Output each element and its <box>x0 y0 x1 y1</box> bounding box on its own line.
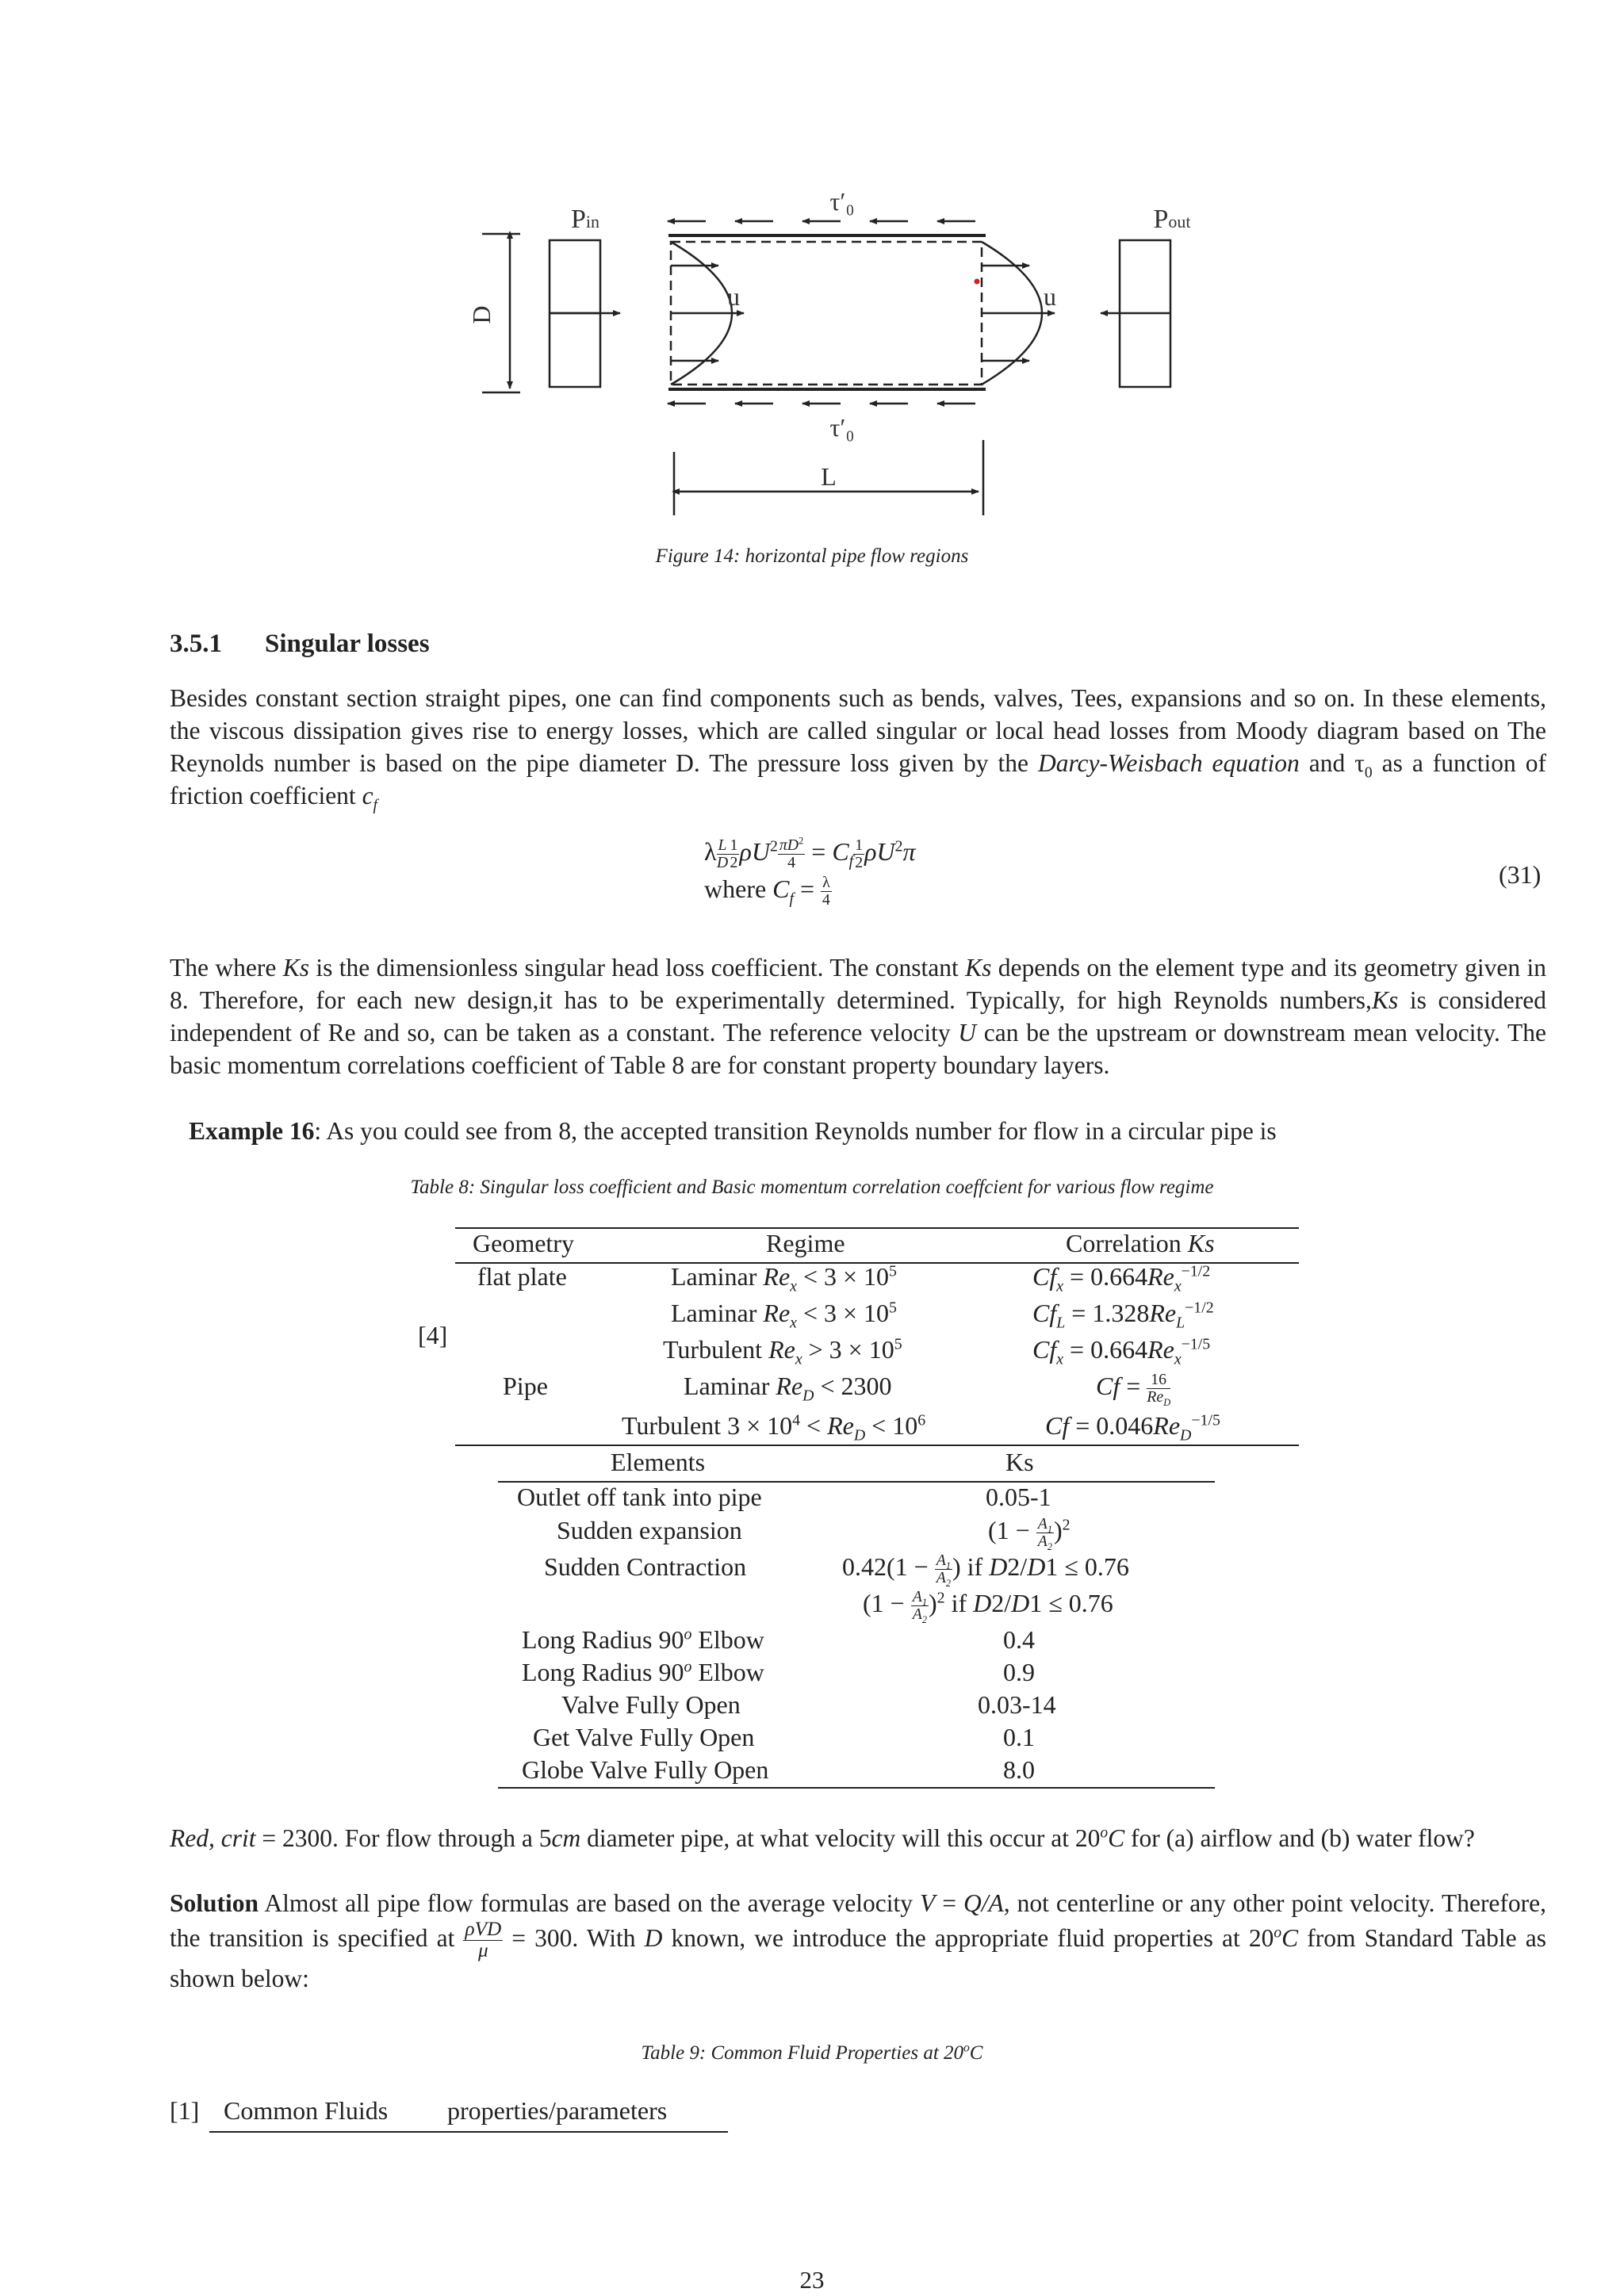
table-row: Sudden expansion (1 − $\frac{A_1}{A_2}$ )$^2$ <box>557 1515 1071 1553</box>
pout-label: Pout <box>1153 205 1191 234</box>
table8-header-row: Geometry Regime Correlation Ks <box>473 1229 1215 1257</box>
section-number: 3.5.1 <box>170 629 222 658</box>
table-row: flat plate Laminar $Re_x < 3 \times 10^5$ $Cf_x = 0.664Re_x^{-1/2}$ <box>477 1262 1211 1295</box>
section-heading <box>170 629 430 659</box>
table8-elements <box>498 1448 1215 1788</box>
table-row: Laminar $Re_x < 3 \times 10^5$ $Cf_L = 1.328Re_L^{-1/2}$ <box>671 1299 1214 1332</box>
tau-top-label: τ′₀ <box>829 187 855 216</box>
pin-label: Pin <box>571 205 600 234</box>
u-left-label: u <box>727 282 740 311</box>
tau-bottom-label: τ′₀ <box>829 413 855 442</box>
table-row: Valve Fully Open 0.03-14 <box>561 1690 1056 1719</box>
example-label: Example 16 <box>189 1117 315 1145</box>
table-row: Globe Valve Fully Open 8.0 <box>522 1755 1035 1784</box>
table-row: Turbulent $Re_x > 3 \times 10^5$ $Cf_x = 0.664Re_x^{-1/5}$ <box>663 1335 1211 1368</box>
solution-paragraph: Solution Almost all pipe flow formulas are based on the average velocity V = Q/A, not centerline or any other point velocity. Therefore, the transition is specified at $\frac{\text{ρVD}}{\mu}$ = 300. With D known, we introduce the appropriate fluid properties at 20$^o$C from Standard Table as shown below: <box>170 1889 1546 1992</box>
elements-header-row: Elements Ks <box>611 1448 1034 1476</box>
u-right-label: u <box>1044 282 1056 311</box>
table-row: Outlet off tank into pipe 0.05-1 <box>517 1483 1051 1511</box>
d-label: D <box>467 305 496 324</box>
table-row: Pipe Laminar $Re_D < 2300$ Cf = $\frac{16}{Re_D}$ <box>503 1371 1171 1409</box>
figure-caption: Figure 14: horizontal pipe flow regions <box>655 545 969 567</box>
table-row: Turbulent $3 \times 10^4 < Re_D < 10^6$ $Cf = 0.046Re_D^{-1/5}$ <box>622 1411 1220 1445</box>
table8-correlations <box>455 1229 1299 1448</box>
table8-ref: [4] <box>418 1321 448 1349</box>
example-16: Example 16: As you could see from 8, the accepted transition Reynolds number for flow in a circular pipe is <box>189 1117 1277 1145</box>
table-row: Long Radius 90$^o$ Elbow 0.9 <box>522 1658 1035 1686</box>
l-label: L <box>821 462 837 491</box>
page-number: 23 <box>799 2266 825 2294</box>
table-row: (1 − $\frac{A_1}{A_2}$ )$^2$ if D2/D1 ≤ 0.76 <box>863 1588 1113 1626</box>
paragraph-intro: Besides constant section straight pipes, one can find components such as bends, valves, Tees, expansions and so on. In these elements, the viscous dissipation gives rise to energy losses, which are called singular or local head losses from Moody diagram based on The Reynolds number is based on the pipe diameter D. The pressure loss given by the Darcy-Weisbach equation and $\tau_0$ as a function of friction coefficient $c_f$ <box>170 684 1546 814</box>
paragraph-red-crit: Red, crit = 2300. For flow through a 5cm diameter pipe, at what velocity will this occur at 20$^o$C for (a) airflow and (b) water flow? <box>170 1824 1475 1852</box>
table-row: Sudden Contraction 0.42(1 − $\frac{A_1}{A_2}$ ) if D2/D1 ≤ 0.76 <box>544 1552 1129 1590</box>
pipe-flow-figure <box>444 178 1237 519</box>
table-row: Long Radius 90$^o$ Elbow 0.4 <box>522 1625 1035 1654</box>
equation-number-31: (31) <box>1499 860 1542 889</box>
table9-caption: Table 9: Common Fluid Properties at 20$^o$C <box>641 2041 983 2064</box>
table9-ref: [1] <box>170 2096 200 2125</box>
section-title: Singular losses <box>265 629 430 658</box>
solution-label: Solution <box>170 1889 259 1917</box>
table-row: Get Valve Fully Open 0.1 <box>533 1723 1035 1751</box>
table8-caption: Table 8: Singular loss coefficient and Basic momentum correlation coeffcient for various flow regime <box>410 1177 1214 1198</box>
equation-31: λ $\frac{L}{D}$ $\frac{1}{2}$ $\rho U^2$ $\frac{\pi D^2}{4}$ = $C_f$ $\frac{1}{2}$ $\rho U^2\pi$ where $C_f$ = $\frac{\lambda}{4}$ <box>704 835 916 909</box>
paragraph-ks: The where Ks is the dimensionless singular head loss coefficient. The constant Ks depends on the element type and its geometry given in 8. Therefore, for each new design,it has to be experimentally determined. Typically, for high Reynolds numbers,Ks is considered independent of Re and so, can be taken as a constant. The reference velocity U can be the upstream or downstream mean velocity. The basic momentum correlations coefficient of Table 8 are for constant property boundary layers. <box>170 954 1546 1079</box>
